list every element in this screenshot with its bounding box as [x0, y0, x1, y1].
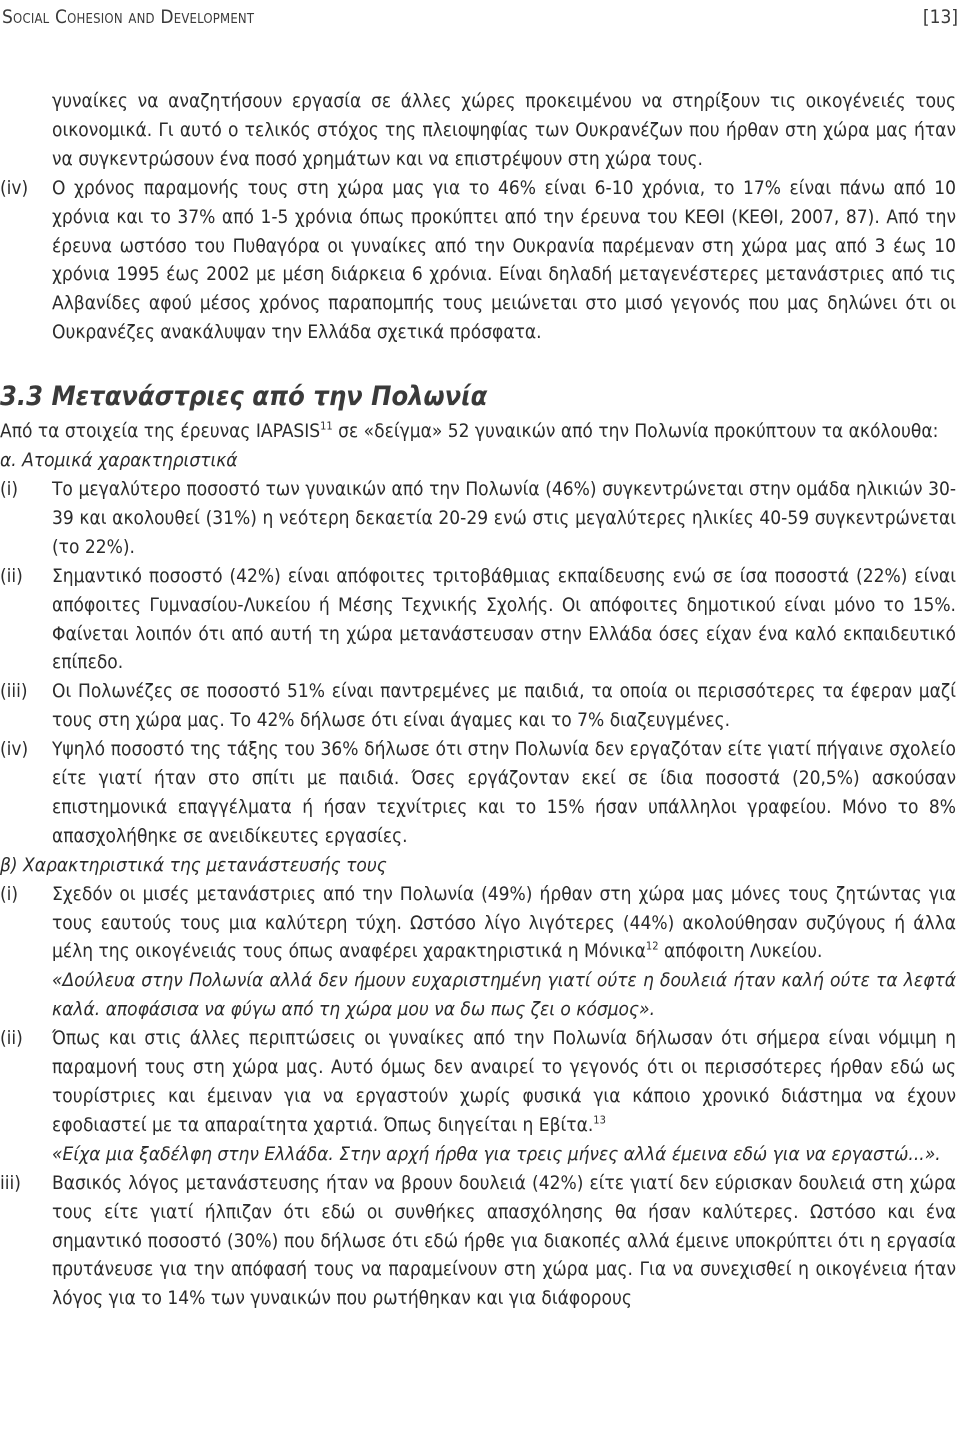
list-item — [0, 1024, 956, 1169]
list-item-text: Ο χρόνος παραμονής τους στη χώρα μας για το 46% είναι 6-10 χρόνια, το 17% είναι πάνω από 10 χρόνια και το 37% από 1-5 χρόνια όπως προκύπτει από την έρευνα του ΚΕΘΙ (ΚΕΘΙ, 2007, 87). Από την έρευνα ωστόσο του Πυθαγόρα οι γυναίκες από την Ουκρανία παρέμεναν στη χώρα μας από 3 έως 10 χρόνια 1995 έως 2002 με μέση διάρκεια 6 χρόνια. Είναι δηλαδή μεταγενέστερες μετανάστριες από τις Αλβανίδες αφού μέσος χρόνος παραπομπής τους μειώνεται στο μισό γεγονός που μας δηλώνει ότι οι Ουκρανέζες ανακάλυψαν την Ελλάδα σχετικά πρόσφατα. — [52, 176, 956, 344]
text-segment: Όπως και στις άλλες περιπτώσεις οι γυναίκες από την Πολωνία δήλωσαν ότι σήμερα είναι νόμιμη η παραμονή τους στη χώρα μας. Αυτό όμως δεν αναιρεί το γεγονός ότι οι περισσότερες ήρθαν εδώ ως τουρίστριες και έμειναν για να εργαστούν χωρίς φυσικά για κάποιο χρονικό διάστημα να έχουν εφοδιαστεί με τα απαραίτητα χαρτιά. Όπως διηγείται η Εβίτα. — [52, 1027, 956, 1136]
list-item-text: Βασικός λόγος μετανάστευσης ήταν να βρουν δουλειά (42%) είτε γιατί δεν εύρισκαν δουλειά στη χώρα τους είτε γιατί ήλπιζαν ότι εδώ οι συνθήκες απασχόλησης θα ήσαν καλύτερες. Ωστόσο και ένα σημαντικό ποσοστό (30%) που δήλωσε ότι εδώ ήρθε για διακοπές αλλά έμεινε υποκρύπτει ότι η εργασία πρυτάνευσε για την απόφασή τους να παραμείνουν στη χώρα μας. Για να συνεχισθεί η οικογένεια ήταν λόγος για το 14% των γυναικών που ρωτήθηκαν και για διάφορους — [52, 1171, 956, 1310]
list-marker: (iv) — [0, 738, 29, 761]
section-intro-text: Από τα στοιχεία της έρευνας IAPASIS — [0, 420, 321, 443]
list-item-text: Σημαντικό ποσοστό (42%) είναι απόφοιτες τριτοβάθμιας εκπαίδευσης ενώ σε ίσα ποσοστά (22%) είναι απόφοιτες Γυμνασίου-Λυκείου ή Μέσης Τεχνικής Σχολής. Οι απόφοιτες δημοτικού είναι μόνο το 15%. Φαίνεται λοιπόν ότι από αυτή τη χώρα μετανάστευσαν στην Ελλάδα όσες είχαν ένα καλό εκπαιδευτικό επίπεδο. — [52, 564, 956, 674]
list-marker: (iv) — [0, 176, 29, 199]
list-item-text: Το μεγαλύτερο ποσοστό των γυναικών από την Πολωνία (46%) συγκεντρώνεται στην ομάδα ηλικιών 30-39 και ακολουθεί (31%) η νεότερη δεκαετία 20-29 ενώ στις μεγαλύτερες ηλικίες 40-59 συγκεντρώνεται (το 22%). — [52, 477, 956, 558]
footnote-ref-11: 11 — [320, 419, 333, 433]
list-item — [0, 475, 956, 562]
quote: «Είχα μια ξαδέλφη στην Ελλάδα. Στην αρχή ήρθα για τρεις μήνες αλλά έμεινα εδώ για να εργαστώ...». — [52, 1142, 941, 1165]
list-item — [0, 562, 956, 678]
page-header — [0, 0, 960, 38]
list-item-text — [52, 1024, 956, 1140]
footnote-ref-12: 12 — [645, 940, 659, 954]
list-item — [0, 1169, 956, 1314]
page-number: [13] — [922, 6, 958, 28]
document-body — [0, 87, 956, 1313]
list-marker: (iii) — [0, 680, 28, 703]
list-item — [0, 677, 956, 735]
running-title: Social Cohesion and Development — [2, 6, 255, 28]
list-item-body — [52, 880, 956, 1025]
text-segment: Σχεδόν οι μισές μετανάστριες από την Πολωνία (49%) ήρθαν στη χώρα μας μόνες τους ζητώντας για τους εαυτούς τους μια καλύτερη τύχη. Ωστόσο λίγο λιγότερες (44%) ακολούθησαν συζύγους ή άλλα μέλη της οικογένειάς τους όπως αναφέρει χαρακτηριστικά η Μόνικα — [52, 882, 956, 963]
subheading-a: α. Ατομικά χαρακτηριστικά — [0, 449, 238, 472]
text-segment: απόφοιτη Λυκείου. — [658, 940, 823, 963]
list-marker: (i) — [0, 882, 19, 905]
list-item — [0, 735, 956, 851]
list-marker: (i) — [0, 477, 19, 500]
list-marker: (ii) — [0, 564, 23, 587]
section-heading: 3.3 Μετανάστριες από την Πολωνία — [0, 381, 488, 413]
footnote-ref-13: 13 — [593, 1113, 606, 1127]
list-item-text — [52, 880, 956, 967]
quote: «Δούλευα στην Πολωνία αλλά δεν ήμουν ευχαριστημένη γιατί ούτε η δουλειά ήταν καλή ούτε τα λεφτά καλά. αποφάσισα να φύγω από τη χώρα μου να δω πως ζει ο κόσμος». — [52, 969, 956, 1021]
section-gap — [0, 347, 956, 374]
intro-paragraph: γυναίκες να αναζητήσουν εργασία σε άλλες χώρες προκειμένου να στηρίξουν τις οικογένειές τους οικονομικά. Γι αυτό ο τελικός στόχος της πλειοψηφίας των Ουκρανέζων που ήρθαν στη χώρα μας ήταν να συγκεντρώσουν ένα ποσό χρημάτων και να επιστρέψουν στη χώρα τους. — [52, 90, 956, 170]
list-item-body — [52, 1024, 956, 1169]
list-item-iv-ukraine — [0, 174, 956, 347]
section-intro-text-cont: σε «δείγμα» 52 γυναικών από την Πολωνία προκύπτουν τα ακόλουθα: — [332, 420, 939, 443]
list-item — [0, 880, 956, 1025]
list-marker: (ii) — [0, 1027, 23, 1050]
subheading-b: β) Χαρακτηριστικά της μετανάστευσής τους — [0, 853, 387, 876]
list-marker: iii) — [0, 1171, 21, 1194]
list-item-text: Υψηλό ποσοστό της τάξης του 36% δήλωσε ότι στην Πολωνία δεν εργαζόταν είτε γιατί πήγαινε σχολείο είτε γιατί ήταν στο σπίτι με παιδιά. Όσες εργάζονταν εκεί σε ίδια ποσοστά (20,5%) ασκούσαν επιστημονικά επαγγέλματα ή ήσαν τεχνίτριες και το 15% ήσαν υπάλληλοι γραφείου. Μόνο το 8% απασχολήθηκε σε ανειδίκευτες εργασίες. — [52, 738, 956, 847]
section-intro — [0, 417, 956, 446]
list-item-text: Οι Πολωνέζες σε ποσοστό 51% είναι παντρεμένες με παιδιά, τα οποία οι περισσότερες τα έφεραν μαζί τους στη χώρα μας. Το 42% δήλωσε ότι είναι άγαμες και το 7% διαζευγμένες. — [52, 680, 956, 732]
